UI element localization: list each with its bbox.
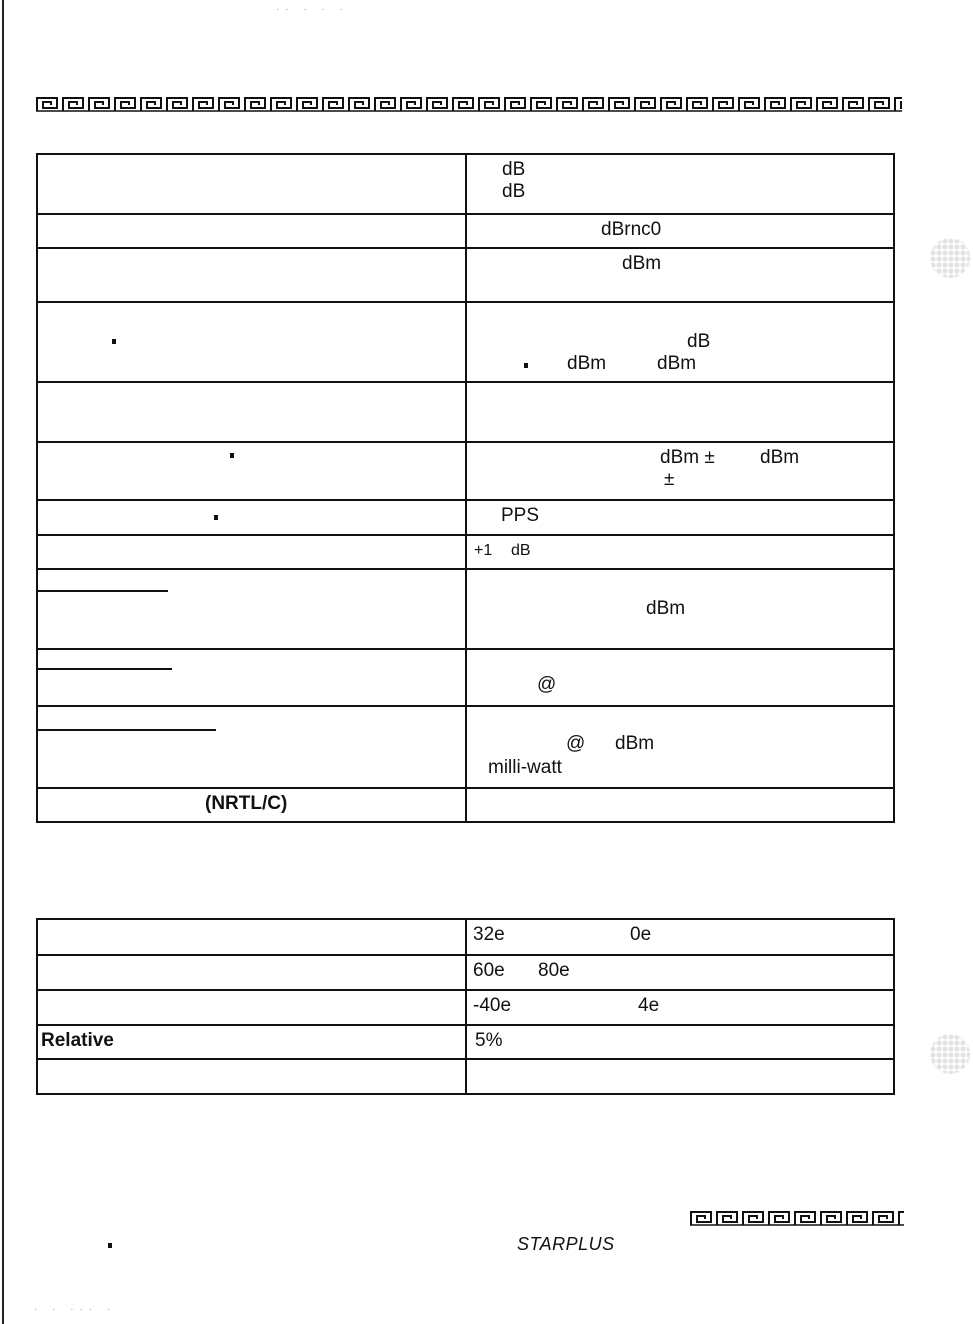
cell-text: dBm xyxy=(615,733,655,754)
table-row xyxy=(37,788,894,822)
cell-text: PPS xyxy=(501,505,540,526)
table-cell xyxy=(466,649,894,706)
cell-text: dBrnc0 xyxy=(601,219,662,240)
table-row xyxy=(37,302,894,382)
table-cell xyxy=(466,382,894,442)
cell-text: @ xyxy=(537,674,557,695)
cell-text: Relative xyxy=(41,1030,114,1051)
table-row xyxy=(37,442,894,500)
cell-text: 5% xyxy=(475,1030,503,1051)
table-cell xyxy=(466,214,894,248)
footer-brand: STARPLUS xyxy=(517,1234,615,1254)
page-margin-line xyxy=(2,0,4,1324)
cell-text: @ xyxy=(566,733,586,754)
table-cell xyxy=(466,302,894,382)
spec-table-electrical xyxy=(36,153,895,823)
table-row xyxy=(37,919,894,955)
table-cell xyxy=(37,302,466,382)
table-cell xyxy=(466,788,894,822)
table-cell xyxy=(466,154,894,214)
cell-text: dB xyxy=(687,331,711,352)
table-cell xyxy=(37,500,466,535)
cell-text: -40e xyxy=(473,995,512,1016)
cell-text: dB xyxy=(511,542,531,559)
cell-text: 4e xyxy=(638,995,660,1016)
table-cell xyxy=(37,154,466,214)
table-row xyxy=(37,990,894,1025)
table-cell xyxy=(37,382,466,442)
table-cell xyxy=(466,1025,894,1059)
table-cell xyxy=(37,919,466,955)
table-row xyxy=(37,382,894,442)
table-row xyxy=(37,1059,894,1094)
table-row xyxy=(37,1025,894,1059)
table-cell xyxy=(37,569,466,649)
bullet-mark xyxy=(112,339,116,344)
cell-text: dBm xyxy=(657,353,697,374)
scan-speckle: · · ··· · xyxy=(34,1304,117,1315)
table-cell xyxy=(37,535,466,569)
table-cell xyxy=(37,1025,466,1059)
table-cell xyxy=(466,500,894,535)
binder-hole-icon xyxy=(930,1034,970,1074)
heading-underline xyxy=(38,590,168,592)
cell-text: (NRTL/C) xyxy=(205,793,288,814)
table-cell xyxy=(466,706,894,788)
table-cell xyxy=(37,442,466,500)
cell-text: 60e xyxy=(473,960,505,981)
cell-text: ± xyxy=(664,469,675,490)
cell-text: 0e xyxy=(630,924,652,945)
table-cell xyxy=(466,442,894,500)
table-cell xyxy=(466,248,894,302)
cell-text: dBm xyxy=(646,598,686,619)
heading-underline xyxy=(38,668,172,670)
cell-text: dB xyxy=(502,159,526,180)
table-cell xyxy=(37,788,466,822)
table-cell xyxy=(37,214,466,248)
greek-key-border-bottom xyxy=(690,1210,904,1226)
table-row xyxy=(37,569,894,649)
cell-text: dBm xyxy=(760,447,800,468)
table-cell xyxy=(466,955,894,990)
table-cell xyxy=(37,649,466,706)
cell-text: dBm xyxy=(567,353,607,374)
table-row xyxy=(37,214,894,248)
table-cell xyxy=(37,706,466,788)
spec-table-environmental xyxy=(36,918,895,1095)
table-cell xyxy=(37,955,466,990)
cell-text: dBm ± xyxy=(660,447,715,468)
table-row xyxy=(37,706,894,788)
table-cell xyxy=(466,535,894,569)
cell-text: +1 xyxy=(474,542,493,559)
table-cell xyxy=(466,569,894,649)
cell-text: 32e xyxy=(473,924,505,945)
table-row xyxy=(37,649,894,706)
cell-text: dB xyxy=(502,181,526,202)
bullet-mark xyxy=(524,363,528,368)
binder-hole-icon xyxy=(930,238,970,278)
table-row xyxy=(37,500,894,535)
bullet-mark xyxy=(214,515,218,520)
table-cell xyxy=(37,990,466,1025)
table-row xyxy=(37,535,894,569)
table-cell xyxy=(466,1059,894,1094)
heading-underline xyxy=(38,729,216,731)
table-cell xyxy=(37,1059,466,1094)
table-row xyxy=(37,248,894,302)
cell-text: milli-watt xyxy=(488,757,562,778)
greek-key-border-top xyxy=(36,96,902,112)
table-row xyxy=(37,955,894,990)
table-cell xyxy=(466,990,894,1025)
cell-text: 80e xyxy=(538,960,570,981)
scan-speckle: ·· · · · xyxy=(276,4,349,15)
table-row xyxy=(37,154,894,214)
cell-text: dBm xyxy=(622,253,662,274)
table-cell xyxy=(37,248,466,302)
footer-bullet-mark xyxy=(108,1243,112,1248)
bullet-mark xyxy=(230,453,234,458)
table-cell xyxy=(466,919,894,955)
